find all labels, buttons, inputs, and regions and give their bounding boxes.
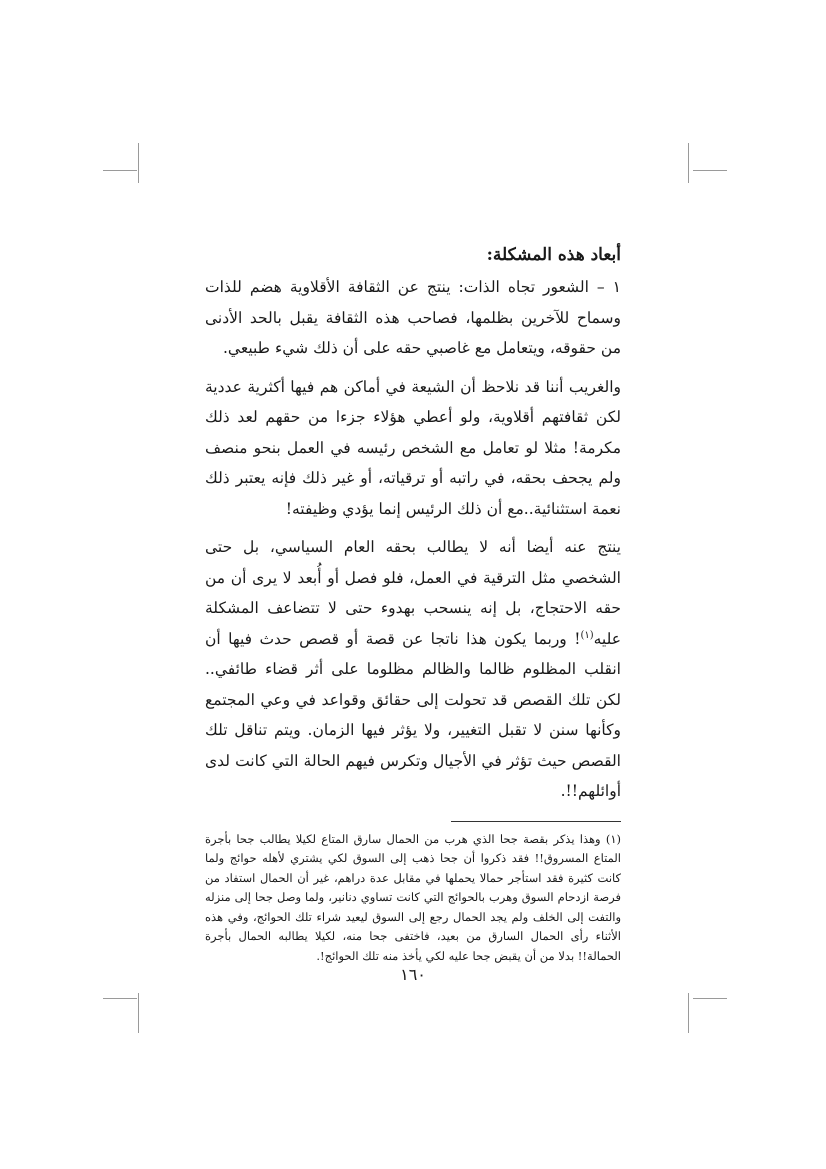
footnote-reference: (١) (580, 629, 594, 641)
page-number: ١٦٠ (400, 965, 426, 984)
section-heading: أبعاد هذه المشكلة: (486, 245, 621, 265)
footnote-divider (451, 821, 621, 822)
footnote: (١) وهذا يذكر بقصة جحا الذي هرب من الحمال سارق المتاع لكيلا يطالب جحا بأجرة المتاع المسروق!! فقد ذكروا أن جحا ذهب إلى السوق لكي يشتري لأهله حوائج ولما كانت كثيرة فقد استأجر حمالا يحملها في مقابل عدة دراهم، غير أن الحمال استفاد من فرصة ازدحام السوق وهرب بالحوائج التي كانت تساوي دنانير، ولما وصل جحا إلى منزله والتفت إلى الخلف ولم يجد الحمال رجع إلى السوق ليعيد شراء تلك الحوائج، وفي هذه الأثناء رأى الحمال السارق من بعيد، فاختفى جحا منه، لكيلا يطالبه الحمال بأجرة الحمالة!! بدلا من أن يقبض جحا عليه لكي يأخذ منه تلك الحوائج!. (205, 831, 621, 963)
crop-mark-bottom-left-h (103, 998, 137, 999)
page-content (205, 240, 621, 966)
paragraph-2: والغريب أننا قد نلاحظ أن الشيعة في أماكن هم فيها أكثرية عددية لكن ثقافتهم أقلاوية، ولو أعطي هؤلاء جزءا من حقهم لعد ذلك مكرمة! مثلا لو تعامل مع الشخص رئيسه في العمل بنحو منصف ولم يجحف بحقه، في راتبه أو ترقياته، أو غير ذلك فإنه يعتبر ذلك نعمة استثنائية..مع أن ذلك الرئيس إنما يؤدي وظيفته! (205, 377, 621, 518)
crop-mark-bottom-right-h (693, 998, 727, 999)
crop-mark-top-right (688, 143, 689, 183)
paragraph-1: ١ – الشعور تجاه الذات: ينتج عن الثقافة الأقلاوية هضم للذات وسماح للآخرين بظلمها، فصاحب هذه الثقافة يقبل بالحد الأدنى من حقوقه، ويتعامل مع غاصبي حقه على أن ذلك شيء طبيعي. (205, 278, 621, 357)
crop-mark-bottom-left (138, 993, 139, 1033)
crop-mark-top-left-h (103, 170, 137, 171)
crop-mark-top-right-h (693, 170, 727, 171)
paragraph-3 (205, 532, 621, 807)
crop-mark-top-left (138, 143, 139, 183)
paragraph-3-text-b: ! وربما يكون هذا ناتجا عن قصة أو قصص حدث فيها أن انقلب المظلوم ظالما والظالم مظلوما على أثر قضاء طائفي.. لكن تلك القصص قد تحولت إلى حقائق وقواعد في وعي المجتمع وكأنها سنن لا تقبل التغيير، ولا يؤثر فيها الزمان. ويتم تناقل تلك القصص حيث تؤثر في الأجيال وتكرس فيهم الحالة التي كانت لدى أوائلهم!!. (205, 629, 621, 800)
paragraph-3-text-a: ينتج عنه أيضا أنه لا يطالب بحقه العام السياسي، بل حتى الشخصي مثل الترقية في العمل، فلو فصل أو أُبعد لا يرى أن من حقه الاحتجاج، بل إنه ينسحب بهدوء حتى لا تتضاعف المشكلة عليه (205, 538, 621, 648)
crop-mark-bottom-right (688, 993, 689, 1033)
